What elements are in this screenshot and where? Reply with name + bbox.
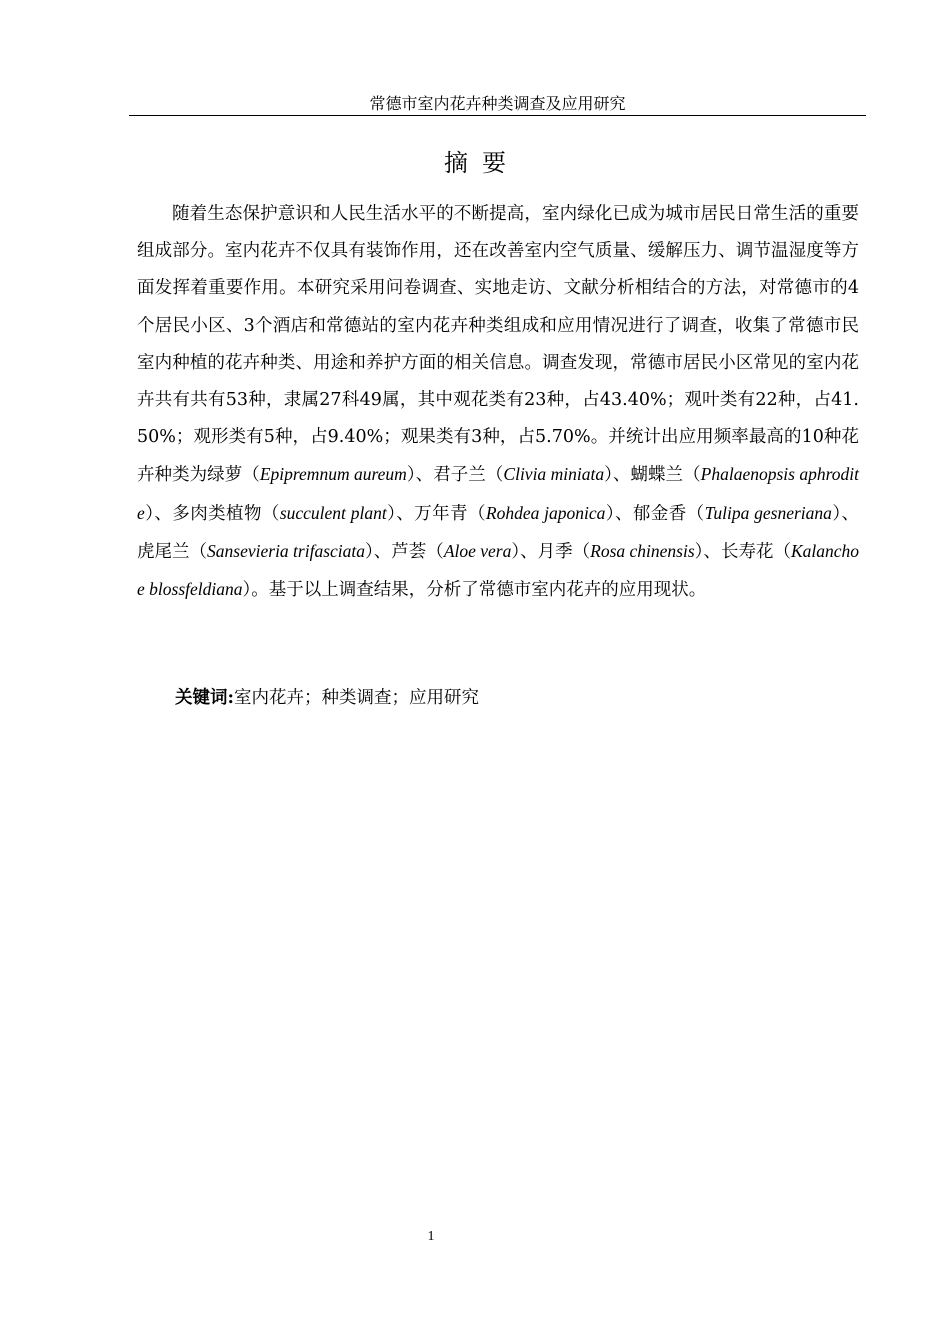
abstract-text: ）、长寿花（ <box>694 541 791 562</box>
abstract-title: 摘要 <box>444 149 520 177</box>
latin-name: Epipremnum aureum <box>259 464 407 485</box>
latin-name: Rohdea japonica <box>485 502 606 523</box>
abstract-text: ）、芦荟（ <box>365 541 444 562</box>
abstract-text: ）、蝴蝶兰（ <box>604 465 701 486</box>
latin-name: Sansevieria trifasciata <box>207 540 366 561</box>
abstract-text: ）。基于以上调查结果，分析了常德市室内花卉的应用现状。 <box>242 580 707 601</box>
latin-name: Phalaenopsis aphrodite <box>137 464 860 523</box>
latin-name: succulent plant <box>279 502 387 523</box>
latin-name: Aloe vera <box>443 540 512 561</box>
abstract-text: ）、月季（ <box>511 541 591 562</box>
abstract-text: 随着生态保护意识和人民生活水平的不断提高，室内绿化已成为城市居民日常生活的重要组成部分。室内花卉不仅具有装饰作用，还在改善室内空气质量、缓解压力、调节温湿度等方面发挥着重要作用。本研究采用问卷调查、实地走访、文献分析相结合的方法，对常德市的4个居民小区、3个酒店和常德站的室内花卉种类组成和应用情况进行了调查，收集了常德市民室内种植的花卉种类、用途和养护方面的相关信息。调查发现，常德市居民小区常见的室内花卉共有共有53种，隶属27科49属，其中观花类有23种，占43.40%；观叶类有22种，占41.50%；观形类有5种，占9.40%；观果类有3种，占5.70%。并统计出应用频率最高的10种花卉种类为绿萝（ <box>137 204 859 486</box>
latin-name: Clivia miniata <box>503 464 605 485</box>
abstract-text: ）、多肉类植物（ <box>144 503 280 524</box>
abstract-text: ）、郁金香（ <box>605 503 705 524</box>
abstract-text: ）、万年青（ <box>386 503 486 524</box>
abstract-body <box>137 196 859 609</box>
latin-name: Rosa chinensis <box>590 540 695 561</box>
latin-name: Kalanchoe blossfeldiana <box>137 540 860 600</box>
running-header: 常德市室内花卉种类调查及应用研究 <box>129 92 866 116</box>
keywords-line <box>175 682 479 714</box>
abstract-text: ）、君子兰（ <box>406 465 504 486</box>
abstract-text: ）、虎尾兰（ <box>137 503 859 562</box>
keywords-label: 关键词: <box>175 688 234 708</box>
page-number: 1 <box>427 1229 435 1244</box>
keywords-value: 室内花卉；种类调查；应用研究 <box>233 688 479 708</box>
latin-name: Tulipa gesneriana <box>704 502 832 523</box>
